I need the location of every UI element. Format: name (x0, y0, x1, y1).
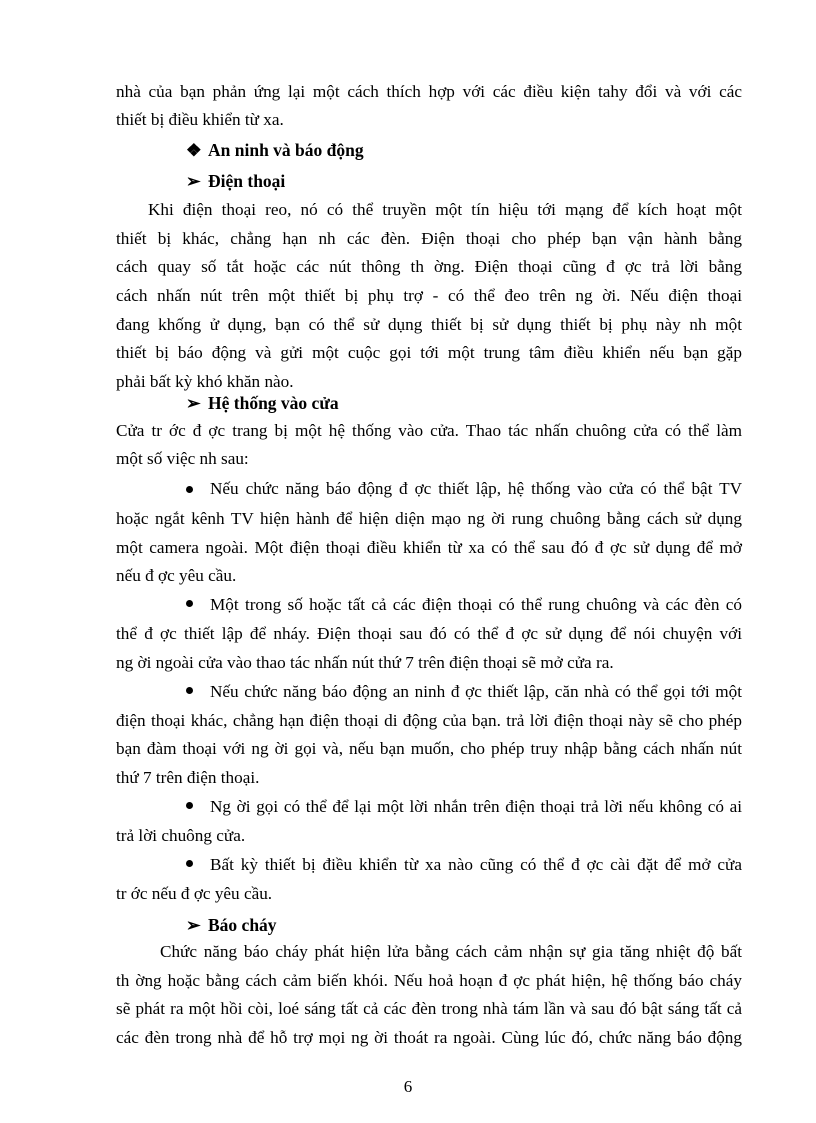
bullet-dot-icon (186, 802, 193, 809)
list-item-line: nếu đ ợc yêu cầu. (116, 566, 237, 585)
heading-text: An ninh và báo động (208, 140, 364, 160)
list-item-line: Bất kỳ thiết bị điều khiển từ xa nào cũng có thể đ ợc cài đặt để mở cửa (210, 855, 742, 874)
list-item-line: trả lời chuông cửa. (116, 826, 246, 845)
list-item-line: ng ời ngoài cửa vào thao tác nhấn nút thứ 7 trên điện thoại sẽ mở cửa ra. (116, 653, 614, 672)
list-item-line: bạn đàm thoại với ng ời gọi và, nếu bạn muốn, cho phép truy nhập bằng cách nhấn nút (116, 739, 742, 758)
paragraph-line: Cửa tr ớc đ ợc trang bị một hệ thống vào cửa. Thao tác nhấn chuông cửa có thể làm (116, 421, 742, 440)
list-item-line: thể đ ợc thiết lập để nháy. Điện thoại sau đó có thể đ ợc sử dụng để nói chuyện với (116, 624, 742, 643)
bullet-dot-icon (186, 687, 193, 694)
paragraph-line: Khi điện thoại reo, nó có thể truyền một tín hiệu tới mạng để kích hoạt một (148, 200, 742, 219)
paragraph-line: thiết bị điều khiển từ xa. (116, 110, 284, 129)
list-item-line: thứ 7 trên điện thoại. (116, 768, 260, 787)
paragraph-line: sẽ phát ra một hồi còi, loé sáng tất cả các đèn trong nhà tám lần và sau đó bật sáng tất cả (116, 999, 742, 1018)
list-item-line: một camera ngoài. Một điện thoại điều khiển từ xa có thể sau đó đ ợc sử dụng để mở (116, 538, 742, 557)
list-item-line: Ng ời gọi có thể để lại một lời nhắn trên điện thoại trả lời nếu không có ai (210, 797, 742, 816)
paragraph-line: cách nhấn nút trên một thiết bị phụ trợ - có thể đeo trên ng ời. Nếu điện thoại (116, 286, 742, 305)
bullet-dot-icon (186, 600, 193, 607)
paragraph-line: Chức năng báo cháy phát hiện lửa bằng cách cảm nhận sự gia tăng nhiệt độ bất (160, 942, 742, 961)
heading-text: Báo cháy (208, 915, 277, 935)
arrow-bullet-icon: ➢ (186, 915, 201, 935)
bullet-dot-icon (186, 860, 193, 867)
heading-text: Điện thoại (208, 171, 286, 191)
section-heading-security (186, 140, 364, 160)
paragraph-line: thiết bị báo động và gửi một cuộc gọi tới một trung tâm điều khiển nếu bạn gặp (116, 343, 742, 362)
section-heading-phone (186, 171, 285, 191)
arrow-bullet-icon: ➢ (186, 171, 201, 191)
list-item-line: Một trong số hoặc tất cả các điện thoại có thể rung chuông và các đèn có (210, 595, 742, 614)
paragraph-line: đang khống ử dụng, bạn có thể sử dụng thiết bị sử dụng thiết bị phụ này nh một (116, 315, 742, 334)
bullet-dot-icon (186, 486, 193, 493)
list-item-line: hoặc ngắt kênh TV hiện hành để hiện diện mạo ng ời rung chuông bằng cách sử dụng (116, 509, 742, 528)
arrow-bullet-icon: ➢ (186, 393, 201, 413)
page-number: 6 (403, 1077, 413, 1096)
list-item-line: điện thoại khác, chẳng hạn điện thoại di động của bạn. trả lời điện thoại này sẽ cho phép (116, 711, 742, 730)
diamond-bullet-icon: ❖ (186, 140, 202, 160)
paragraph-line: th ờng hoặc bằng cách cảm biến khói. Nếu hoả hoạn đ ợc phát hiện, hệ thống báo cháy (116, 971, 742, 990)
heading-text: Hệ thống vào cửa (208, 393, 339, 413)
list-item-line: Nếu chức năng báo động an ninh đ ợc thiết lập, căn nhà có thể gọi tới một (210, 682, 742, 701)
paragraph-line: phải bất kỳ khó khăn nào. (116, 372, 294, 391)
paragraph-line: nhà của bạn phản ứng lại một cách thích hợp với các điều kiện tahy đổi và với các (116, 82, 742, 101)
paragraph-line: thiết bị khác, chẳng hạn nh các đèn. Điện thoại cho phép bạn vận hành bằng (116, 229, 742, 248)
list-item-line: tr ớc nếu đ ợc yêu cầu. (116, 884, 273, 903)
paragraph-line: một số việc nh sau: (116, 449, 249, 468)
paragraph-line: các đèn trong nhà để hỗ trợ mọi ng ời thoát ra ngoài. Cùng lúc đó, chức năng báo động (116, 1028, 742, 1047)
section-heading-door-entry (186, 393, 339, 413)
list-item-line: Nếu chức năng báo động đ ợc thiết lập, hệ thống vào cửa có thể bật TV (210, 479, 742, 498)
paragraph-line: cách quay số tắt hoặc các nút thông th ờng. Điện thoại cũng đ ợc trả lời bằng (116, 257, 742, 276)
section-heading-fire-alarm (186, 915, 277, 935)
